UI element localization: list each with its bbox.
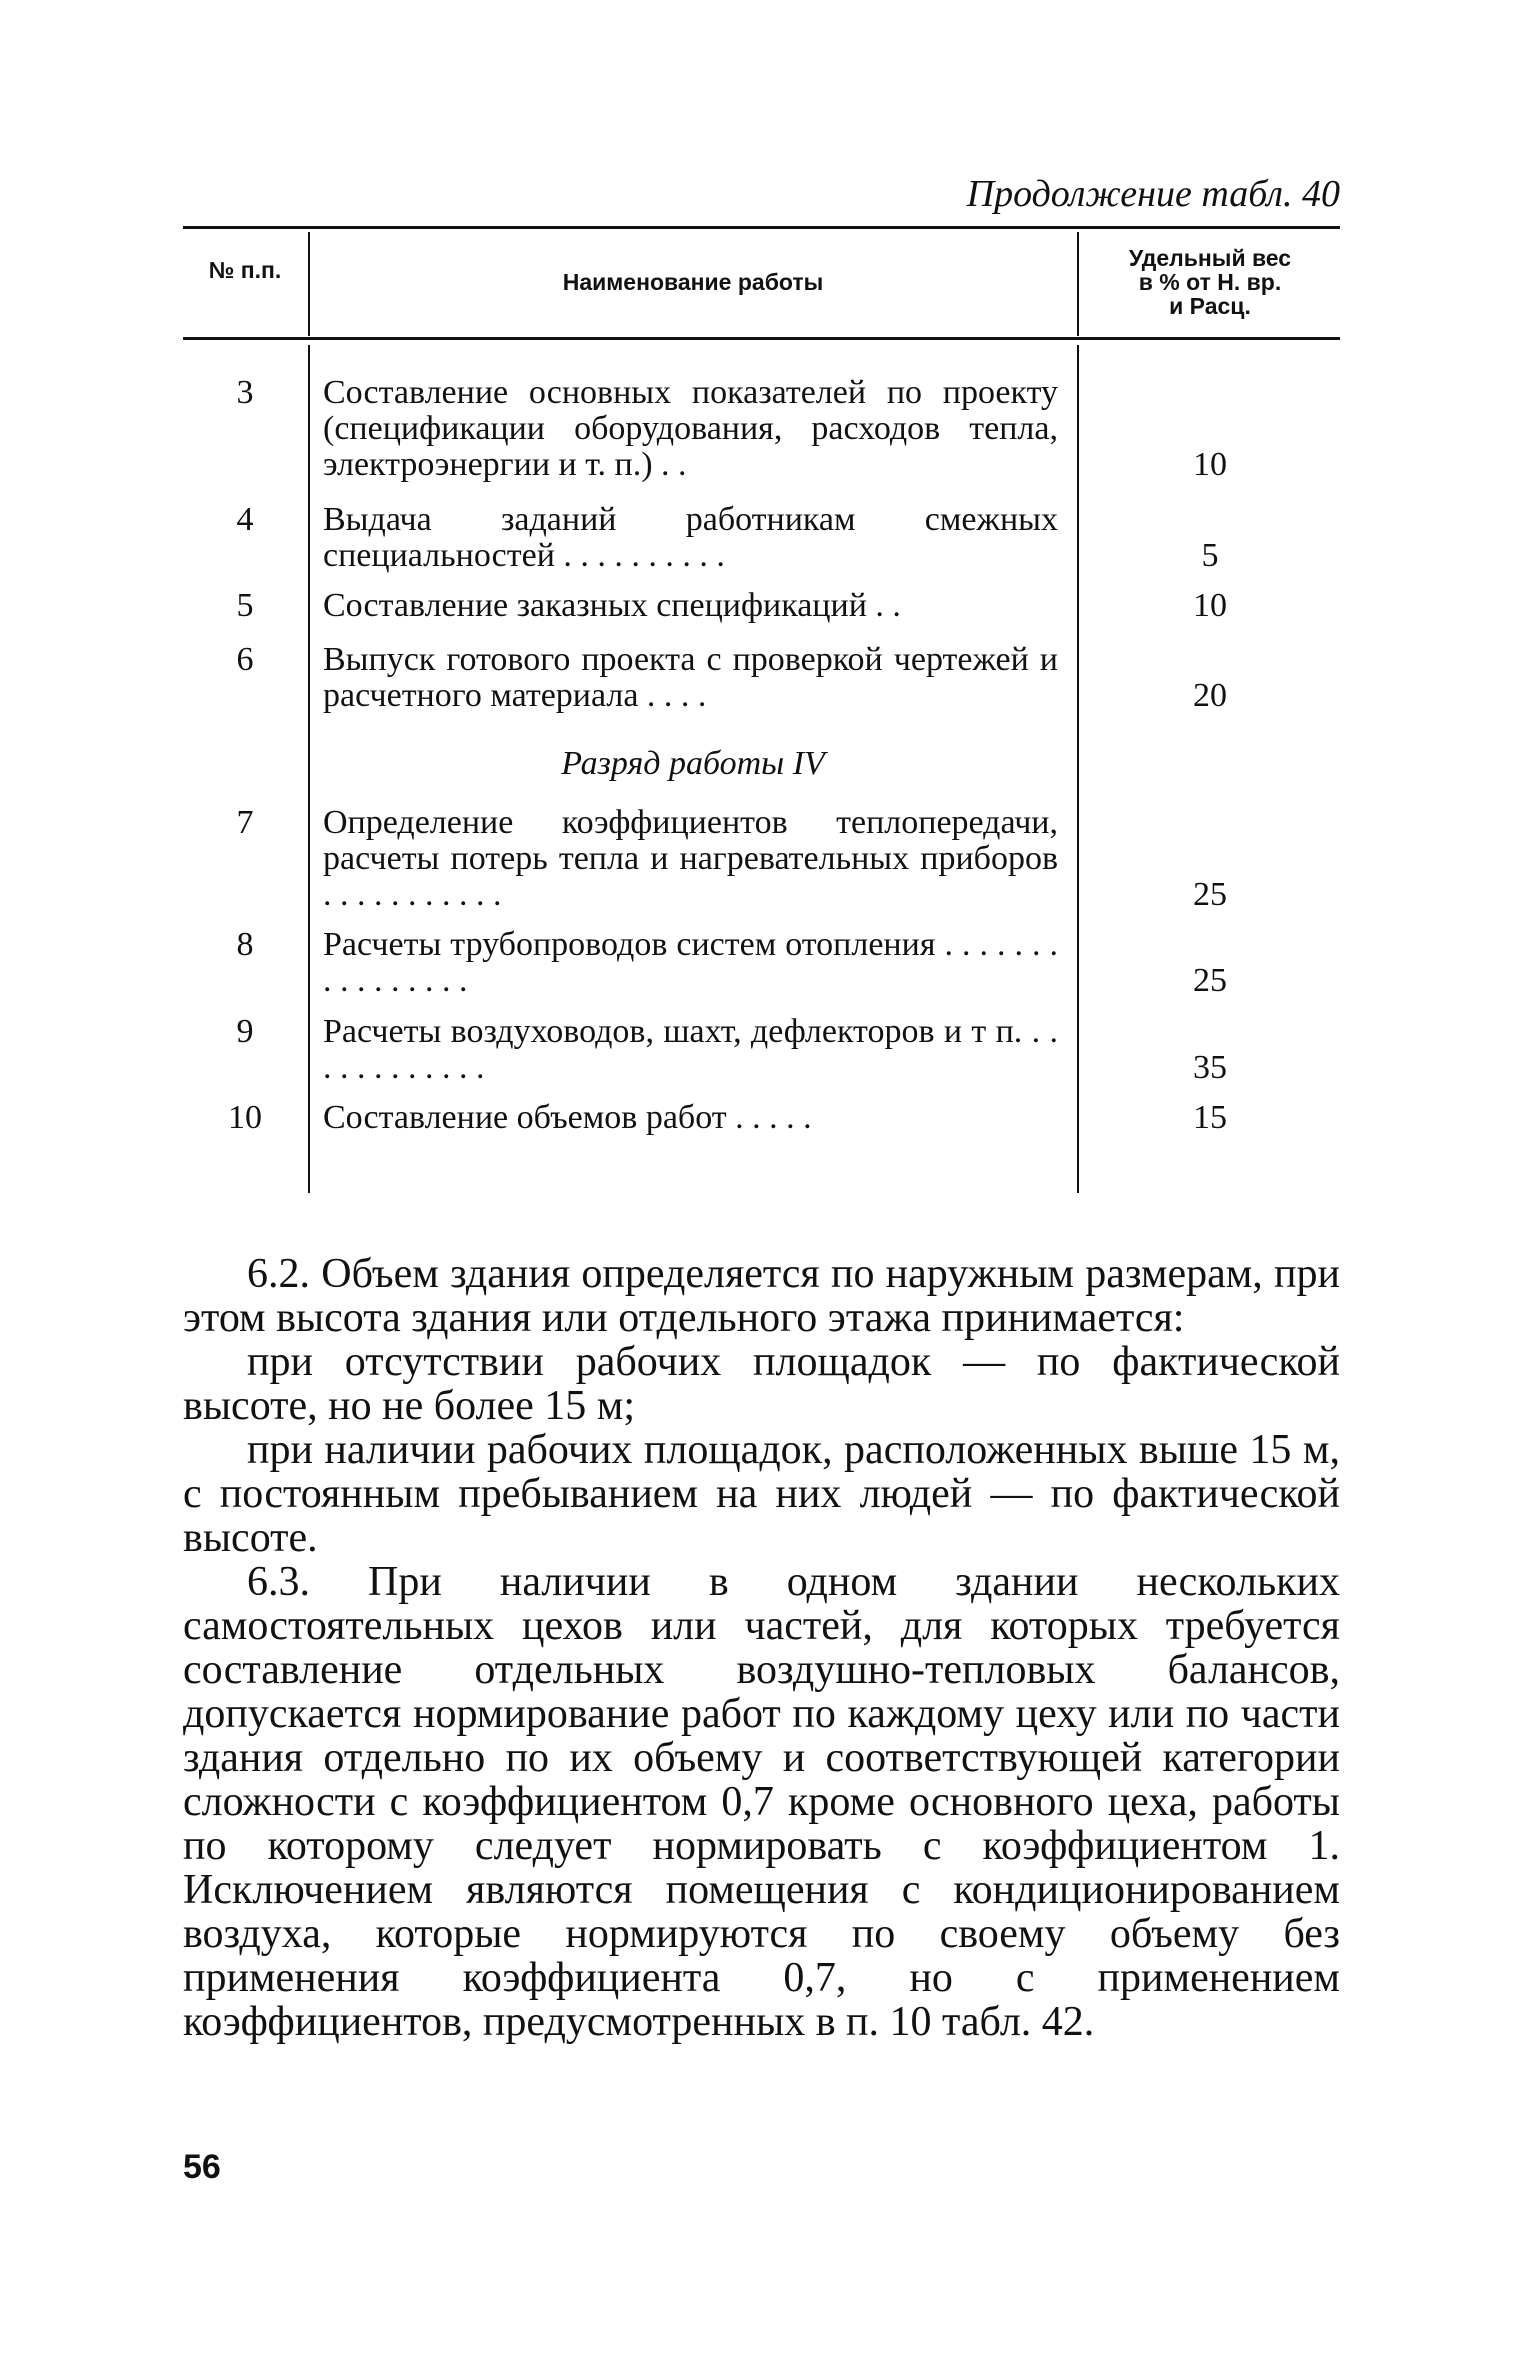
paragraph: при наличии рабочих площадок, расположенных выше 15 м, с постоянным пребыванием на них людей — по фактической высоте. [183,1427,1340,1561]
row-name: Определение коэффициентов теплопередачи, расчеты потерь тепла и нагревательных приборов . . . . . . . . . . . [323,804,1058,913]
header-num: № п.п. [208,257,282,283]
column-divider [1077,345,1079,1193]
paragraph: 6.3. При наличии в одном здании нескольких самостоятельных цехов или частей, для которых требуется составление отдельных воздушно-тепловых балансов, допускается нормирование работ по каждому цеху или по части здания отдельно по их объему и соответствующей категории сложности с коэффициентом 0,7 кроме основного цеха, работы по которому следует нормировать с коэффициентом 1. Исключением являются помещения с кондиционированием воздуха, которые нормируются по своему объему без применения коэффициента 0,7, но с применением коэффициентов, предусмотренных в п. 10 табл. 42. [183,1559,1340,2045]
row-num: 3 [236,374,254,411]
column-divider [308,345,310,1193]
row-value: 35 [1193,1049,1227,1086]
row-num: 4 [236,501,254,538]
row-num: 7 [236,804,254,841]
column-divider [1077,232,1079,336]
paragraph: при отсутствии рабочих площадок — по фактической высоте, но не более 15 м; [183,1339,1340,1429]
row-value: 25 [1193,962,1227,999]
column-divider [308,232,310,336]
row-num: 5 [236,587,254,624]
row-name: Составление объемов работ . . . . . [323,1099,812,1136]
row-value: 10 [1193,446,1227,483]
page-number: 56 [183,2148,221,2186]
row-name: Составление основных показателей по проекту (спецификации оборудования, расходов тепла, электроэнергии и т. п.) . . [323,374,1058,483]
header-name: Наименование работы [562,269,824,295]
row-value: 15 [1193,1099,1227,1136]
row-value: 5 [1201,537,1219,574]
row-name: Составление заказных спецификаций . . [323,587,901,624]
table-header-rule [183,337,1340,340]
row-value: 10 [1193,587,1227,624]
row-name: Расчеты воздуховодов, шахт, дефлекторов и т п. . . . . . . . . . . . . [323,1013,1058,1086]
row-name: Выдача заданий работникам смежных специальностей . . . . . . . . . . [323,501,1058,574]
row-name: Выпуск готового проекта с проверкой чертежей и расчетного материала . . . . [323,641,1058,714]
row-value: 20 [1193,677,1227,714]
row-num: 10 [228,1099,262,1136]
row-value: 25 [1193,876,1227,913]
body-text [183,1252,1340,2044]
row-num: 6 [236,641,254,678]
row-num: 8 [236,926,254,963]
table-top-rule [183,226,1340,229]
header-share: Удельный вес в % от Н. вр. и Расц. [1128,245,1292,319]
table-caption: Продолжение табл. 40 [966,173,1340,215]
row-num: 9 [236,1013,254,1050]
paragraph: 6.2. Объем здания определяется по наружным размерам, при этом высота здания или отдельного этажа принимается: [183,1251,1340,1341]
section-title: Разряд работы IV [561,745,825,782]
row-name: Расчеты трубопроводов систем отопления . . . . . . . . . . . . . . . . [323,926,1058,999]
